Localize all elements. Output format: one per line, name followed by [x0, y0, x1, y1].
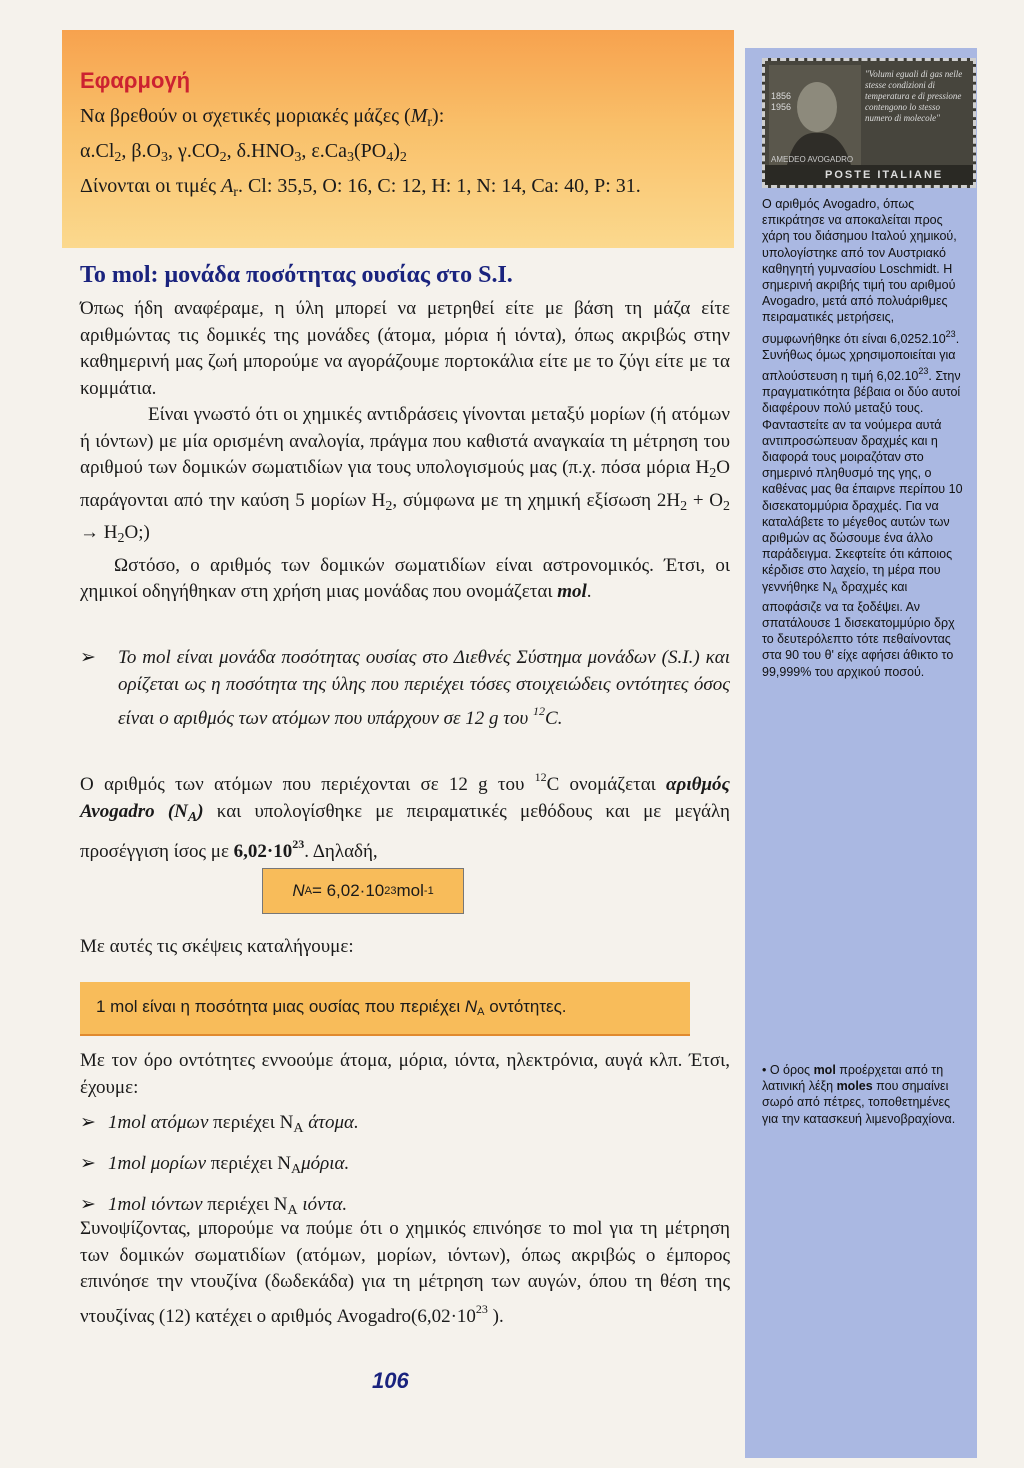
list-item: ➢ 1mol μορίων περιέχει $N_A\mu ό\rho\iota\alpha$. [80, 1146, 730, 1187]
conclusion-intro: Με αυτές τις σκέψεις καταλήγουμε: [80, 936, 354, 957]
avogadro-paragraph: Ο αριθμός των ατόμων που περιέχονται σε 12 g του $^{12}$C ονομάζεται αριθμός Avogadro $(N_A)$ και υπολογίσθηκε με πειραματικές μεθόδους και με μεγάλη προσέγγιση ίσος με $6,02\cdot 10^{23}$. Δηλαδή, [80, 770, 731, 862]
section-title: Το mol: μονάδα ποσότητας ουσίας στο S.I. [80, 262, 513, 288]
list-item: ➢ 1mol ατόμων περιέχει $N_A$ άτομα. [80, 1105, 730, 1146]
application-title: Εφαρμογή [80, 68, 191, 93]
application-line-1: Να βρεθούν οι σχετικές μοριακές μάζες $(M_r)$: [80, 105, 445, 130]
avogadro-stamp-image: 1856 1956 "Volumi eguali di gas nelle stesse condizioni di temperatura e di pressione contengono lo stesso numero di molecole" AMEDEO AVOGADRO POSTE ITALIANE [762, 58, 976, 188]
entities-paragraph: Με τον όρο οντότητες εννοούμε άτομα, μόρια, ιόντα, ηλεκτρόνια, αυγά κλπ. Έτσι, έχουμε: [80, 1050, 730, 1098]
avogadro-formula-box: N A = 6,02·10 23 mol -1 [262, 868, 464, 914]
application-box [62, 30, 734, 248]
stamp-name: AMEDEO AVOGADRO [771, 155, 854, 164]
bullet-arrow-icon: ➢ [80, 1153, 96, 1174]
paragraph-2: Είναι γνωστό ότι οι χημικές αντιδράσεις γίνονται μεταξύ μορίων (ή ατόμων ή ιόντων) με μία ορισμένη αναλογία, πράγμα που καθιστά αναγκαία τη μέτρηση του αριθμού των δομικών σωματιδίων για τους υπολογισμούς μας (π.χ. πόσα μόρια $H_2O$ παράγονται από την καύση 5 μορίων $H_2$, σύμφωνα με τη χημική εξίσωση $2H_2 + O_2$ → $H_2O$;) [80, 404, 730, 546]
stamp-quote: "Volumi eguali di gas nelle stesse condizioni di temperatura e di pressione contengono lo stesso numero di molecole" [865, 69, 963, 123]
stamp-country: POSTE ITALIANE [825, 169, 944, 181]
list-item: ➢ 1mol ιόντων περιέχει $N_A$ ιόντα. [80, 1187, 730, 1228]
bullet-arrow-icon: ➢ [80, 647, 96, 668]
summary-paragraph: Συνοψίζοντας, μπορούμε να πούμε ότι ο χημικός επινόησε το mol για τη μέτρηση των δομικών σωματιδίων (ατόμων, μορίων, ιόντων), όπως ακριβώς ο έμπορος επινόησε την ντουζίνα (δωδεκάδα) για τη μέτρηση των αυγών, όπου τη θέση της ντουζίνας (12) κατέχει ο αριθμός $Avogadro(6,02\cdot 10^{23}$ ). [80, 1218, 730, 1327]
mol-entities-list [80, 1105, 730, 1228]
bullet-arrow-icon: ➢ [80, 1112, 96, 1133]
paragraph-1: Όπως ήδη αναφέραμε, η ύλη μπορεί να μετρηθεί είτε με βάση τη μάζα είτε αριθμώντας τις δομικές της μονάδες (άτομα, μόρια ή ιόντα), όπως ακριβώς στην καθημερινή μας ζωή μπορούμε να αγοράζουμε πορτοκάλια είτε με το ζύγι είτε με τα κομμάτια. [80, 298, 730, 399]
mol-definition: ➢ Το mol είναι μονάδα ποσότητας ουσίας στο Διεθνές Σύστημα μονάδων (S.I.) και ορίζεται ως η ποσότητα της ύλης που περιέχει τόσες στοιχειώδεις οντότητες όσος είναι ο αριθμός των ατόμων που υπάρχουν σε 12 g του $^{12}$C. [80, 647, 730, 729]
page-number: 106 [372, 1368, 409, 1393]
body-text-block-1 [80, 296, 730, 606]
application-given-values: Δίνονται οι τιμές $A_r$. Cl: 35,5, O: 16, C: 12, H: 1, N: 14, Ca: 40, P: 31. [80, 175, 641, 200]
mol-statement-box: 1 mol είναι η ποσότητα μιας ουσίας που περιέχει $N_A$ οντότητες. [80, 982, 690, 1036]
application-compounds: $\alpha.Cl_2$, $\beta.O_3$, $\gamma.CO_2$, $\delta.HNO_3$, $\varepsilon.Ca_3(PO_4)_2$ [80, 140, 407, 165]
paragraph-3: Ωστόσο, ο αριθμός των δομικών σωματιδίων είναι αστρονομικός. Έτσι, οι χημικοί οδηγήθηκαν στη χρήση μιας μονάδας που ονομάζεται mol. [80, 554, 730, 602]
avogadro-side-note: Ο αριθμός Avogadro, όπως επικράτησε να αποκαλείται προς χάρη του διάσημου Ιταλού χημικού, υπολογίστηκε από τον Αυστριακό καθηγητή γυμνασίου Loschmidt. Η σημερινή ακριβής τιμή του αριθμού Avogadro, μετά από πολυάριθμες πειραματικές μετρήσεις, συμφωνήθηκε ότι είναι 6,0252.10$^{23}$. Συνήθως όμως χρησιμοποιείται για απλούστευση η τιμή 6,02.10$^{23}$. Στην πραγματικότητα βέβαια οι δύο αυτοί διαφέρουν πολύ μεταξύ τους. Φανταστείτε αν τα νούμερα αυτά αντιπροσώπευαν δραχμές και η διαφορά τους μοιραζόταν στο σημερινό πληθυσμό της γης, ο καθένας μας θα έπαιρνε περίπου 10 δισεκατομμύρια δραχμές. Για να καταλάβετε το μέγεθος αυτών των αριθμών ας δώσουμε ένα άλλο παράδειγμα. Σκεφτείτε ότι κάποιος κέρδισε στο λαχείο, τη μέρα που γεννήθηκε $N_A$ δραχμές και αποφάσιζε να τα ξοδέψει. Αν σπατάλουσε 1 δισεκατομμύριο δρχ το δευτερόλεπτο τότε πεθαίνοντας στα 90 του θ' είχε αφήσει άθικτο το 99,999% του αρχικού ποσού. [762, 197, 963, 679]
mol-etymology-note: • Ο όρος mol προέρχεται από τη λατινική λέξη moles που σημαίνει σωρό από πέτρες, τοποθετημένες για την κατασκευή λιμενοβραχίονα. [762, 1063, 956, 1126]
bullet-arrow-icon: ➢ [80, 1194, 96, 1215]
